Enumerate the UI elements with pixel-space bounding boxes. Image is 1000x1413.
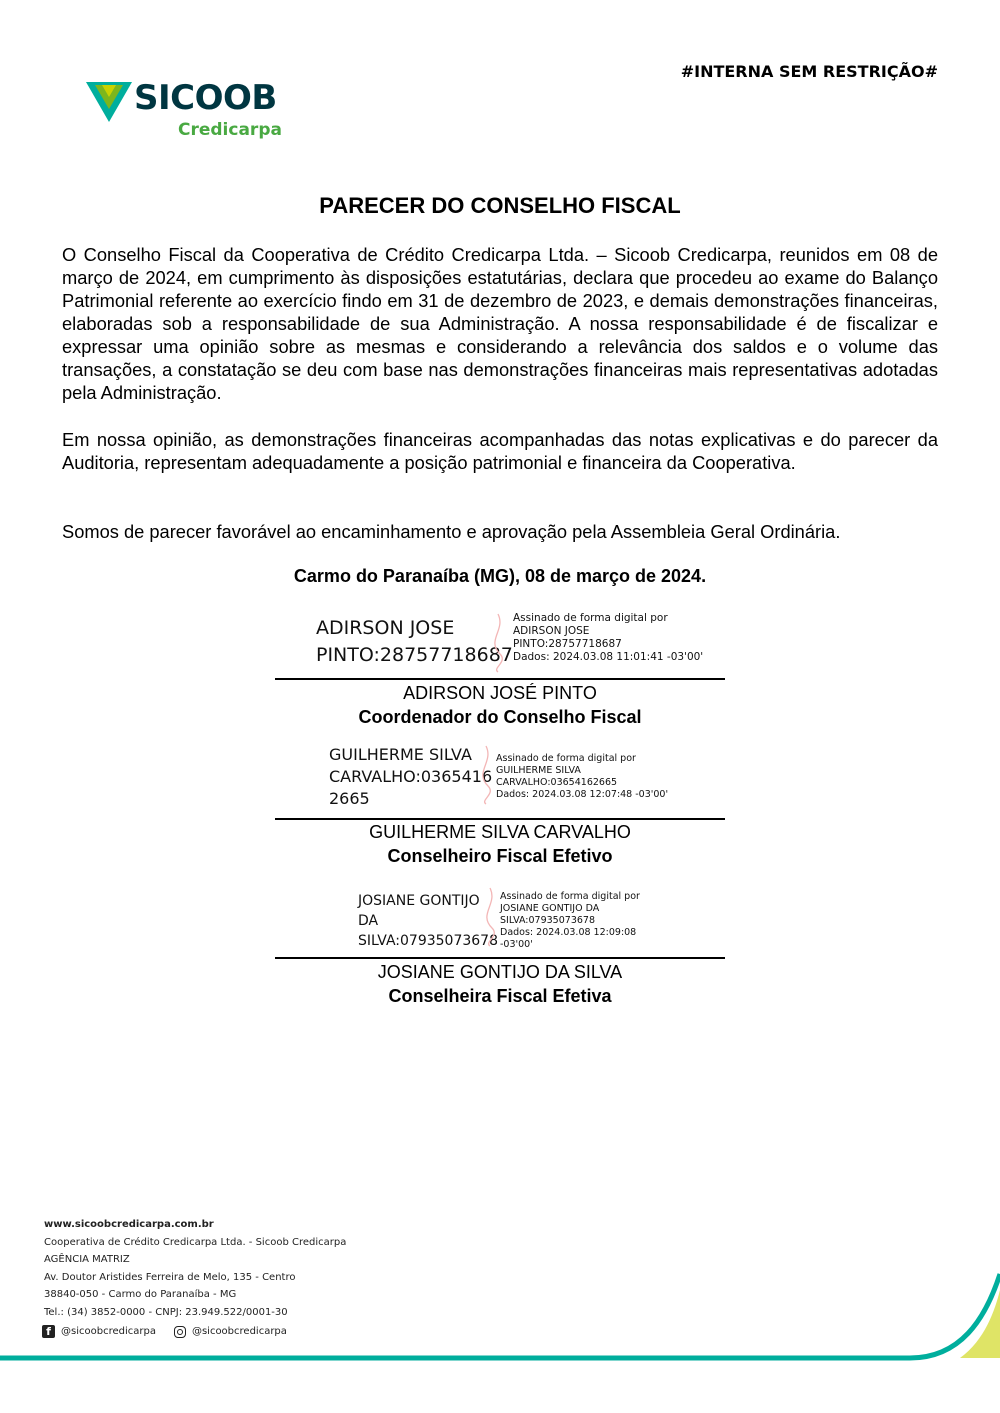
stamp-info-line: PINTO:28757718687: [513, 638, 622, 650]
signature-line: [275, 678, 725, 680]
signer-role: Conselheiro Fiscal Efetivo: [387, 846, 613, 866]
signature-info-1: [513, 612, 703, 664]
stamp-name-line: DA: [358, 913, 379, 929]
stamp-info-line: Assinado de forma digital por: [513, 612, 668, 624]
stamp-info-line: ADIRSON JOSE: [513, 625, 590, 637]
stamp-info-line: Dados: 2024.03.08 11:01:41 -03'00': [513, 651, 704, 663]
stamp-name-line: PINTO:28757718687: [316, 644, 513, 666]
paragraph-1: O Conselho Fiscal da Cooperativa de Crédito Credicarpa Ltda. – Sicoob Credicarpa, reunidos em 08 de março de 2024, em cumprimento às disposições estatutárias, declara que procedeu ao exame do Balanço Patrimonial referente ao exercício findo em 31 de dezembro de 2023, e demais demonstrações financeiras, elaboradas sob a responsabilidade de sua Administração. A nossa responsabilidade é de fiscalizar e expressar uma opinião sobre as mesmas e considerando a relevância dos saldos e o volume das transações, a constatação se deu com base nas demonstrações financeiras mais representativas adotadas pela Administração.: [62, 244, 938, 403]
logo-wordmark: SICOOB: [134, 78, 277, 118]
signer-name: ADIRSON JOSÉ PINTO: [403, 683, 597, 703]
sicoob-logo-icon: [86, 82, 132, 124]
footer-website-link[interactable]: www.sicoobcredicarpa.com.br: [44, 1219, 214, 1230]
sicoob-logo: [86, 78, 286, 142]
signature-line: [275, 957, 725, 959]
signer-name: JOSIANE GONTIJO DA SILVA: [377, 962, 623, 982]
signer-role: Coordenador do Conselho Fiscal: [358, 707, 642, 727]
stamp-info-line: Dados: 2024.03.08 12:07:48 -03'00': [496, 789, 669, 800]
signer-name: GUILHERME SILVA CARVALHO: [369, 822, 631, 842]
stamp-name-line: JOSIANE GONTIJO: [358, 893, 480, 909]
adobe-signature-watermark-icon: [478, 610, 518, 674]
signer-2: [0, 820, 1000, 868]
signer-1: [0, 681, 1000, 729]
footer-branch: AGÊNCIA MATRIZ: [44, 1254, 130, 1265]
facebook-icon: f: [42, 1325, 55, 1338]
stamp-info-line: JOSIANE GONTIJO DA: [500, 903, 600, 914]
logo-subtitle: Credicarpa: [178, 120, 282, 140]
stamp-name-line: SILVA:07935073678: [358, 933, 498, 949]
stamp-name-line: GUILHERME SILVA: [329, 745, 472, 764]
stamp-name-line: CARVALHO:0365416: [329, 767, 493, 786]
footer-company: Cooperativa de Crédito Credicarpa Ltda. - Sicoob Credicarpa: [44, 1236, 347, 1248]
footer-contact-line: Tel.: (34) 3852-0000 - CNPJ: 23.949.522/0001-30: [44, 1306, 288, 1318]
stamp-name-line: 2665: [329, 789, 370, 808]
stamp-info-line: SILVA:07935073678: [500, 915, 595, 926]
facebook-handle[interactable]: @sicoobcredicarpa: [61, 1326, 156, 1337]
stamp-info-line: -03'00': [500, 939, 533, 950]
place-date: Carmo do Paranaíba (MG), 08 de março de 2024.: [293, 566, 707, 586]
stamp-info-line: CARVALHO:03654162665: [496, 777, 618, 788]
signer-role: Conselheira Fiscal Efetiva: [388, 986, 612, 1006]
stamp-info-line: GUILHERME SILVA: [496, 765, 581, 776]
stamp-info-line: Assinado de forma digital por: [500, 891, 640, 902]
classification-label: #INTERNA SEM RESTRIÇÃO#: [680, 62, 938, 81]
signer-3: [0, 960, 1000, 1008]
instagram-handle[interactable]: @sicoobcredicarpa: [191, 1326, 287, 1337]
paragraph-2: Em nossa opinião, as demonstrações financeiras acompanhadas das notas explicativas e do parecer da Auditoria, representam adequadamente a posição patrimonial e financeira da Cooperativa.: [62, 429, 938, 473]
footer-address: Av. Doutor Aristides Ferreira de Melo, 135 - Centro: [44, 1271, 296, 1283]
stamp-info-line: Dados: 2024.03.08 12:09:08: [500, 927, 637, 938]
stamp-info-line: Assinado de forma digital por: [496, 753, 636, 764]
page-title: PARECER DO CONSELHO FISCAL: [319, 193, 681, 218]
paragraph-3: Somos de parecer favorável ao encaminhamento e aprovação pela Assembleia Geral Ordinária.: [62, 521, 841, 542]
signature-info-3: [500, 891, 640, 951]
stamp-name-line: ADIRSON JOSE: [316, 617, 455, 639]
footer-city: 38840-050 - Carmo do Paranaíba - MG: [44, 1289, 237, 1300]
signature-info-2: [496, 753, 668, 801]
footer-wave-decoration: [0, 1260, 1000, 1370]
